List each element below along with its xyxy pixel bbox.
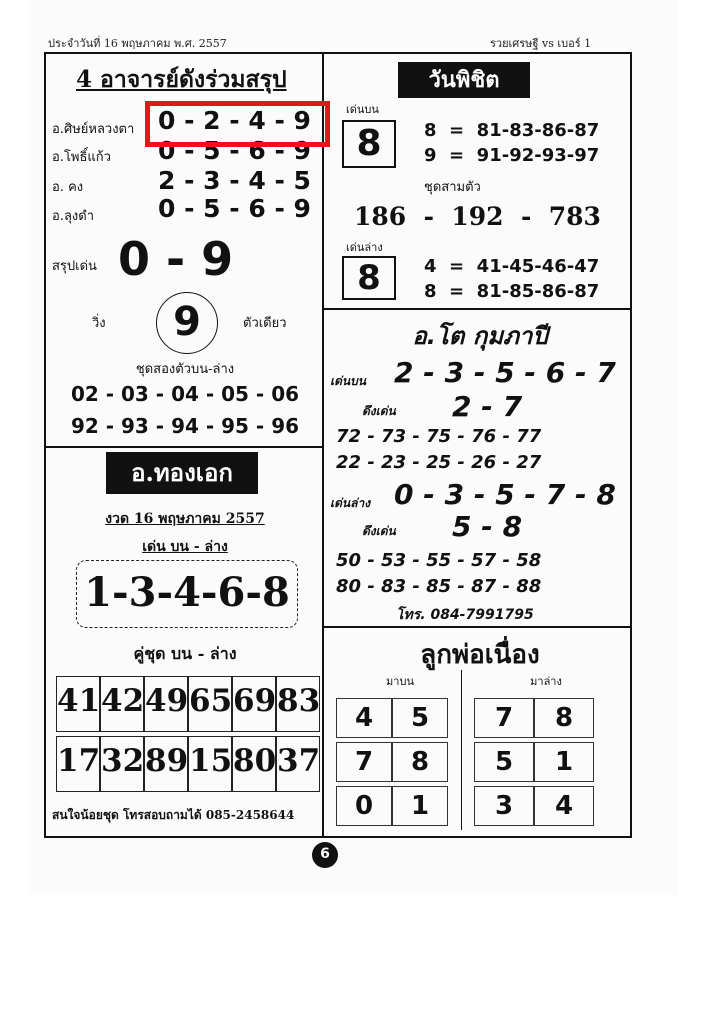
mid-bottom-pull-value: 5 - 8	[452, 510, 523, 543]
bottom-line-1: 4 = 41-45-46-47	[424, 256, 600, 277]
bottom-digit-box: 8	[342, 256, 396, 300]
col-divider	[461, 670, 462, 830]
mid-top-row-1: 72 - 73 - 75 - 76 - 77	[336, 426, 542, 447]
top-label: เด่นบน	[346, 103, 379, 116]
highlight-box	[145, 101, 330, 147]
mid-top-value: 2 - 3 - 5 - 6 - 7	[394, 356, 616, 389]
top-line-2: 9 = 91-92-93-97	[424, 145, 600, 166]
col-left-label: มาบน	[386, 675, 414, 688]
row-name-3: อ. คง	[52, 180, 84, 195]
up-cell: 5	[392, 698, 448, 738]
pair-cell: 89	[144, 736, 188, 792]
draw-date: งวด 16 พฤษภาคม 2557	[105, 511, 265, 527]
top-line-1: 8 = 81-83-86-87	[424, 120, 600, 141]
down-cell: 3	[474, 786, 534, 826]
up-cell: 4	[336, 698, 392, 738]
pairs-grid-label: คู่ชุด บน - ล่าง	[133, 644, 237, 663]
up-cell: 0	[336, 786, 392, 826]
row-value-1: 0 - 2 - 4 - 9	[158, 106, 311, 135]
pair-cell: 65	[188, 676, 232, 732]
col-right-label: มาล่าง	[530, 675, 562, 688]
row-value-3: 2 - 3 - 4 - 5	[158, 166, 311, 195]
draw-sub: เด่น บน - ล่าง	[142, 539, 228, 555]
mid-bottom-label: เด่นล่าง	[330, 496, 371, 510]
luk-title: ลูกพ่อเนื่อง	[420, 640, 540, 670]
pair-cell: 42	[100, 676, 144, 732]
date-line: ประจำวันที่ 16 พฤษภาคม พ.ศ. 2557	[48, 37, 227, 50]
mid-top-pull-label: ดึงเด่น	[362, 404, 396, 418]
mid-top-label: เด่นบน	[330, 374, 366, 388]
pair-cell: 15	[188, 736, 232, 792]
pair-cell: 80	[232, 736, 276, 792]
left-top-title: 4 อาจารย์ดังร่วมสรุป	[76, 66, 287, 93]
run-label: วิ่ง	[92, 316, 106, 331]
pair-cell: 37	[276, 736, 320, 792]
right-divider-1	[322, 308, 632, 310]
down-cell: 4	[534, 786, 594, 826]
mid-bottom-row-2: 80 - 83 - 85 - 87 - 88	[336, 576, 542, 597]
mid-bottom-value: 0 - 3 - 5 - 7 - 8	[394, 478, 616, 511]
triples: 186 - 192 - 783	[354, 202, 601, 231]
summary-label: สรุปเด่น	[52, 259, 97, 274]
run-circle: 9	[156, 292, 218, 354]
summary-value: 0 - 9	[118, 232, 234, 286]
page-number: 6	[312, 842, 338, 868]
triple-label: ชุดสามตัว	[424, 180, 481, 195]
bottom-line-2: 8 = 81-85-86-87	[424, 281, 600, 302]
row-name-1: อ.ศิษย์หลวงตา	[52, 122, 135, 137]
pairs-row-1: 02 - 03 - 04 - 05 - 06	[70, 382, 300, 406]
pair-cell: 69	[232, 676, 276, 732]
contact-line: สนใจน้อยชุด โทรสอบถามได้ 085-2458644	[52, 808, 295, 822]
single-label: ตัวเดียว	[243, 316, 287, 331]
down-cell: 5	[474, 742, 534, 782]
row-name-2: อ.โพธิ์แก้ว	[52, 150, 111, 165]
bottom-label: เด่นล่าง	[346, 241, 383, 254]
pairs-label: ชุดสองตัวบน-ล่าง	[135, 362, 235, 377]
to-title: อ.โต กุมภาปี	[412, 322, 548, 350]
up-cell: 1	[392, 786, 448, 826]
down-cell: 7	[474, 698, 534, 738]
tongek-title: อ.ทองเอก	[106, 452, 258, 494]
center-divider	[322, 52, 324, 838]
pair-cell: 17	[56, 736, 100, 792]
pairs-row-2: 92 - 93 - 94 - 95 - 96	[70, 414, 300, 438]
row-value-4: 0 - 5 - 6 - 9	[158, 194, 311, 223]
row-name-4: อ.ลุงดำ	[52, 209, 94, 224]
mid-phone: โทร. 084-7991795	[396, 607, 534, 623]
left-divider	[44, 446, 324, 448]
right-divider-2	[322, 626, 632, 628]
top-digit-box: 8	[342, 120, 396, 168]
pair-cell: 49	[144, 676, 188, 732]
mid-bottom-row-1: 50 - 53 - 55 - 57 - 58	[336, 550, 542, 571]
down-cell: 8	[534, 698, 594, 738]
up-cell: 8	[392, 742, 448, 782]
pair-cell: 83	[276, 676, 320, 732]
mid-top-row-2: 22 - 23 - 25 - 26 - 27	[336, 452, 542, 473]
mid-top-pull-value: 2 - 7	[452, 390, 523, 423]
brand-line: รวยเศรษฐี vs เบอร์ 1	[490, 37, 592, 50]
row-value-2: 0 - 5 - 6 - 9	[158, 136, 311, 165]
down-cell: 1	[534, 742, 594, 782]
mid-bottom-pull-label: ดึงเด่น	[362, 524, 396, 538]
main-numbers: 1-3-4-6-8	[76, 560, 298, 628]
pair-cell: 41	[56, 676, 100, 732]
winphichit-title: วันพิชิต	[398, 62, 530, 98]
pair-cell: 32	[100, 736, 144, 792]
up-cell: 7	[336, 742, 392, 782]
